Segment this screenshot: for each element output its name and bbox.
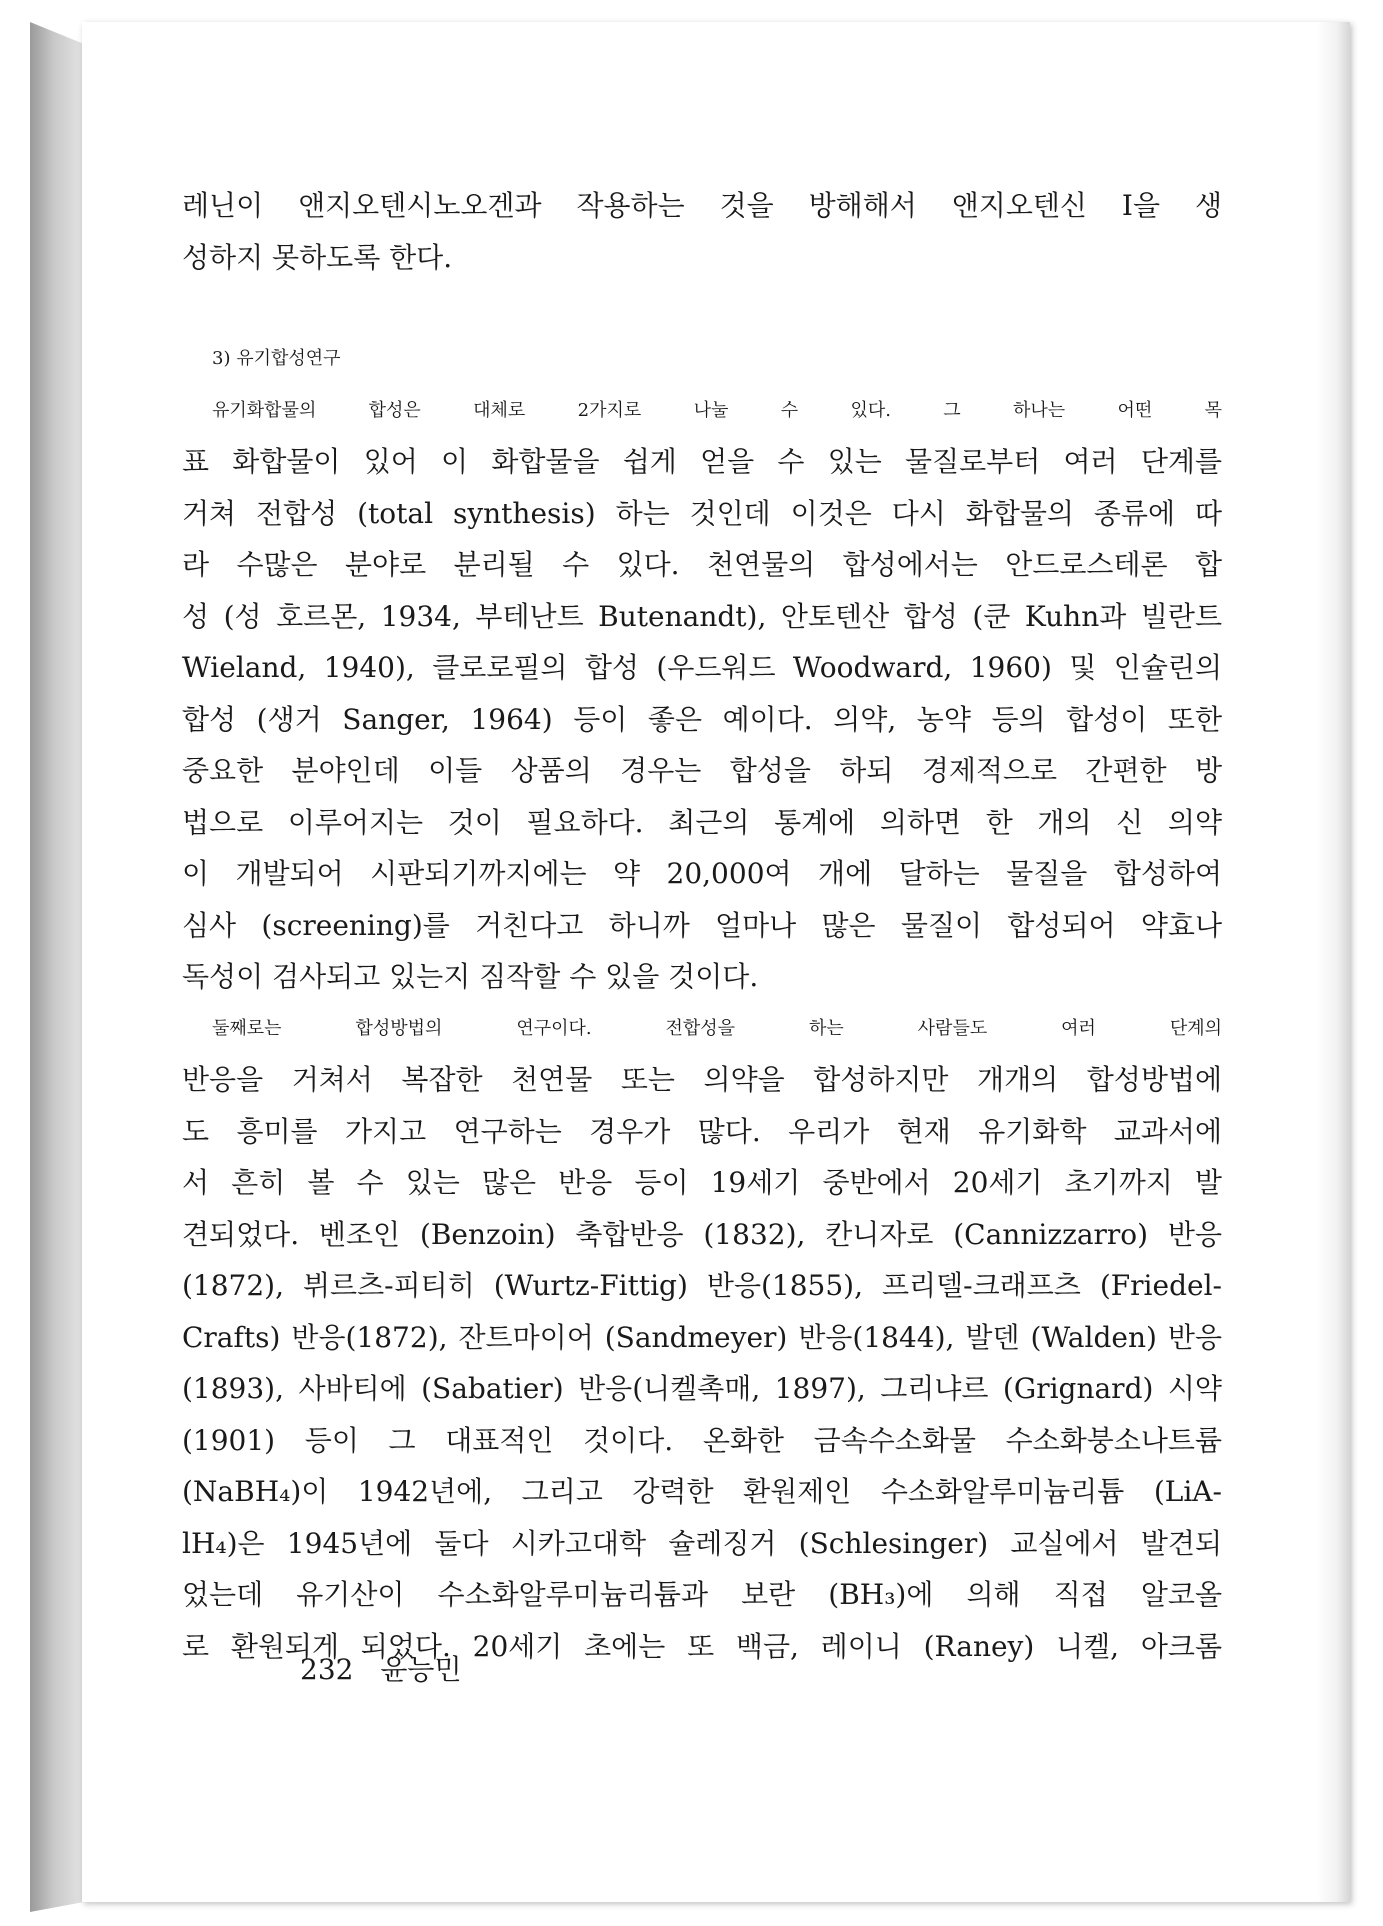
text-line: 도 흥미를 가지고 연구하는 경우가 많다. 우리가 현재 유기화학 교과서에 xyxy=(182,1114,1222,1148)
section-heading: 3) 유기합성연구 xyxy=(212,348,341,369)
text-line: 독성이 검사되고 있는지 짐작할 수 있을 것이다. xyxy=(182,960,759,993)
text-line: Wieland, 1940), 클로로필의 합성 (우드워드 Woodward, 1960) 및 인슐린의 xyxy=(182,651,1222,684)
text-line: (1901) 등이 그 대표적인 것이다. 온화한 금속수소화물 수소화붕소나트륨 xyxy=(182,1423,1222,1457)
text-line: 중요한 분야인데 이들 상품의 경우는 합성을 하되 경제적으로 간편한 방 xyxy=(182,754,1222,787)
text-line: (NaBH₄)이 1942년에, 그리고 강력한 환원제인 수소화알루미늄리튬 (LiA- xyxy=(182,1475,1222,1508)
text-line: 둘째로는 합성방법의 연구이다. 전합성을 하는 사람들도 여러 단계의 xyxy=(212,1017,1222,1039)
text-line: (1893), 사바티에 (Sabatier) 반응(니켈촉매, 1897), 그리냐르 (Grignard) 시약 xyxy=(182,1372,1222,1405)
text-line: 성 (성 호르몬, 1934, 부테난트 Butenandt), 안토텐산 합성 (쿤 Kuhn과 빌란트 xyxy=(182,599,1222,633)
text-line: 서 흔히 볼 수 있는 많은 반응 등이 19세기 중반에서 20세기 초기까지 발 xyxy=(182,1166,1222,1199)
page-body-text xyxy=(182,180,1222,1672)
text-line: 로 환원되게 되었다. 20세기 초에는 또 백금, 레이니 (Raney) 니켈, 아크롬 xyxy=(182,1629,1222,1663)
text-line: 레닌이 앤지오텐시노오겐과 작용하는 것을 방해해서 앤지오텐신 I을 생 xyxy=(182,189,1222,222)
page-edge-shadow xyxy=(1316,22,1350,1902)
page-number: 232 xyxy=(300,1653,354,1686)
text-line: 유기화합물의 합성은 대체로 2가지로 나눌 수 있다. 그 하나는 어떤 목 xyxy=(212,399,1222,421)
text-line: 반응을 거쳐서 복잡한 천연물 또는 의약을 합성하지만 개개의 합성방법에 xyxy=(182,1063,1222,1096)
text-line: 표 화합물이 있어 이 화합물을 쉽게 얻을 수 있는 물질로부터 여러 단계를 xyxy=(182,445,1222,478)
text-line: 성하지 못하도록 한다. xyxy=(182,240,453,274)
book-spine xyxy=(30,22,84,1912)
text-line: 거쳐 전합성 (total synthesis) 하는 것인데 이것은 다시 화합물의 종류에 따 xyxy=(182,496,1222,530)
text-line: (1872), 뷔르츠-피티히 (Wurtz-Fittig) 반응(1855), 프리델-크래프츠 (Friedel- xyxy=(182,1269,1222,1302)
text-line: 법으로 이루어지는 것이 필요하다. 최근의 통계에 의하면 한 개의 신 의약 xyxy=(182,805,1222,839)
text-line: 라 수많은 분야로 분리될 수 있다. 천연물의 합성에서는 안드로스테론 합 xyxy=(182,548,1222,581)
text-line: 심사 (screening)를 거친다고 하니까 얼마나 많은 물질이 합성되어 약효나 xyxy=(182,908,1222,942)
text-line: 견되었다. 벤조인 (Benzoin) 축합반응 (1832), 칸니자로 (Cannizzarro) 반응 xyxy=(182,1217,1222,1251)
text-line: 이 개발되어 시판되기까지에는 약 20,000여 개에 달하는 물질을 합성하여 xyxy=(182,857,1222,890)
page-footer xyxy=(300,1648,462,1688)
author-name: 윤능민 xyxy=(380,1653,462,1686)
text-line: 합성 (생거 Sanger, 1964) 등이 좋은 예이다. 의약, 농약 등의 합성이 또한 xyxy=(182,702,1222,736)
text-line: 었는데 유기산이 수소화알루미늄리튬과 보란 (BH₃)에 의해 직접 알코올 xyxy=(182,1578,1222,1611)
text-line: lH₄)은 1945년에 둘다 시카고대학 슐레징거 (Schlesinger) 교실에서 발견되 xyxy=(182,1526,1222,1560)
text-line: Crafts) 반응(1872), 잔트마이어 (Sandmeyer) 반응(1844), 발덴 (Walden) 반응 xyxy=(182,1320,1222,1354)
